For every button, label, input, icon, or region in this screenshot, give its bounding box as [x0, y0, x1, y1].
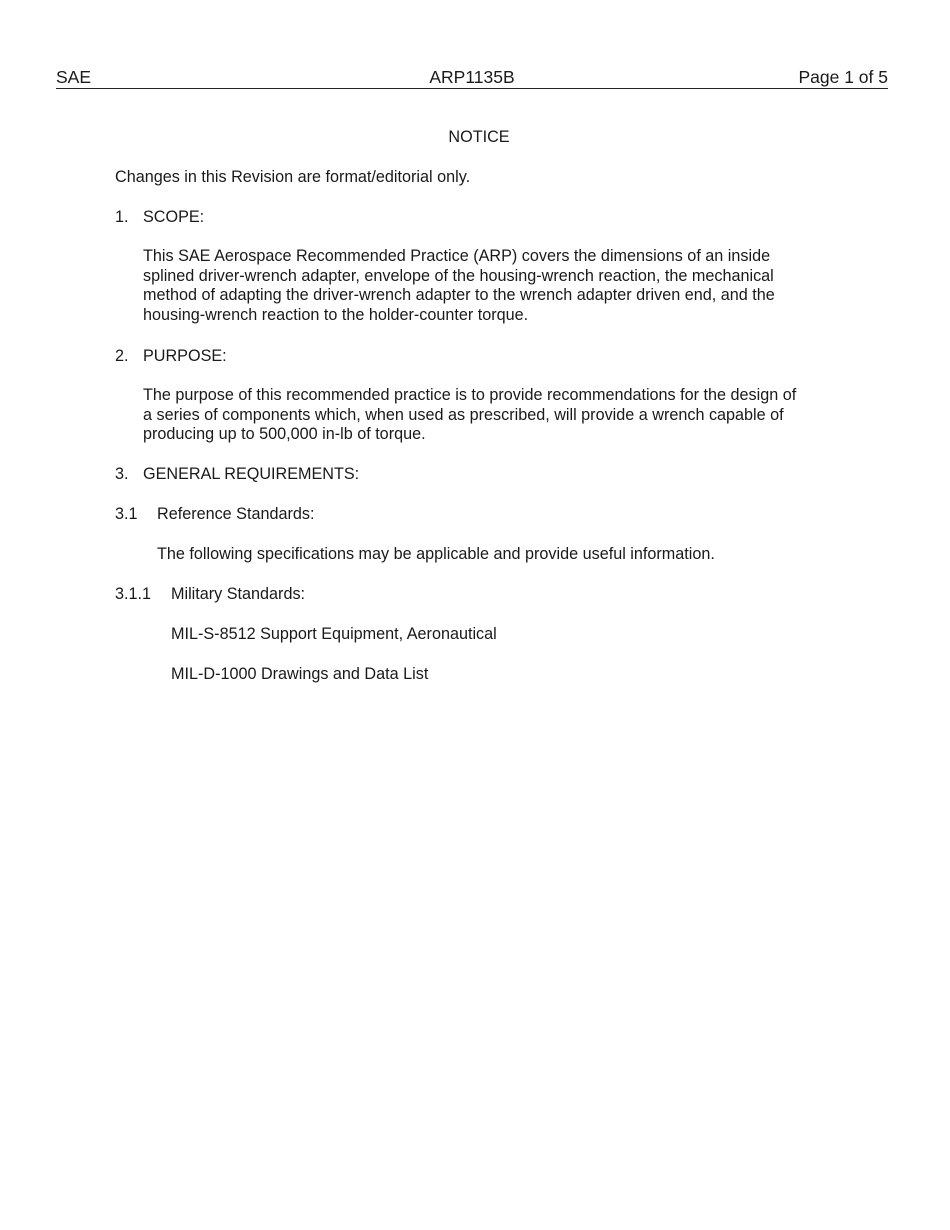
section-3-1-number: 3.1: [115, 505, 138, 523]
section-3-1-1-number: 3.1.1: [115, 585, 152, 603]
section-1-paragraph: [143, 247, 775, 325]
section-2-line: The purpose of this recommended practice is to provide recommendations for the design of: [143, 386, 797, 404]
section-3-1-heading: Reference Standards:: [157, 505, 315, 523]
section-1-line: method of adapting the driver-wrench adapter to the wrench adapter driven end, and the: [143, 286, 775, 304]
section-3-heading: GENERAL REQUIREMENTS:: [143, 465, 360, 483]
section-3-1-text: The following specifications may be applicable and provide useful information.: [157, 545, 715, 563]
section-1-line: housing-wrench reaction to the holder-counter torque.: [143, 305, 529, 324]
section-2-line: a series of components which, when used as prescribed, will provide a wrench capable of: [143, 405, 784, 424]
section-2-number: 2.: [115, 347, 129, 365]
notice-text: Changes in this Revision are format/editorial only.: [115, 168, 471, 186]
section-2-line: producing up to 500,000 in-lb of torque.: [143, 425, 426, 443]
section-3-number: 3.: [115, 465, 129, 483]
notice-title: NOTICE: [448, 128, 510, 146]
section-2-heading: PURPOSE:: [143, 347, 227, 365]
header-document-number: ARP1135B: [429, 67, 515, 87]
section-1-heading: SCOPE:: [143, 208, 205, 226]
section-3-1-1-heading: Military Standards:: [171, 585, 306, 603]
section-1-number: 1.: [115, 208, 129, 226]
header-page-number: Page 1 of 5: [798, 67, 888, 87]
section-2-paragraph: [143, 386, 796, 445]
section-1-line: This SAE Aerospace Recommended Practice (ARP) covers the dimensions of an inside: [143, 247, 771, 265]
section-1-line: splined driver-wrench adapter, envelope of the housing-wrench reaction, the mechanical: [143, 266, 774, 285]
header-organization: SAE: [56, 67, 92, 87]
military-standard-item: MIL-S-8512 Support Equipment, Aeronautical: [171, 625, 497, 643]
page-header: [56, 66, 888, 89]
military-standard-item: MIL-D-1000 Drawings and Data List: [171, 665, 429, 683]
